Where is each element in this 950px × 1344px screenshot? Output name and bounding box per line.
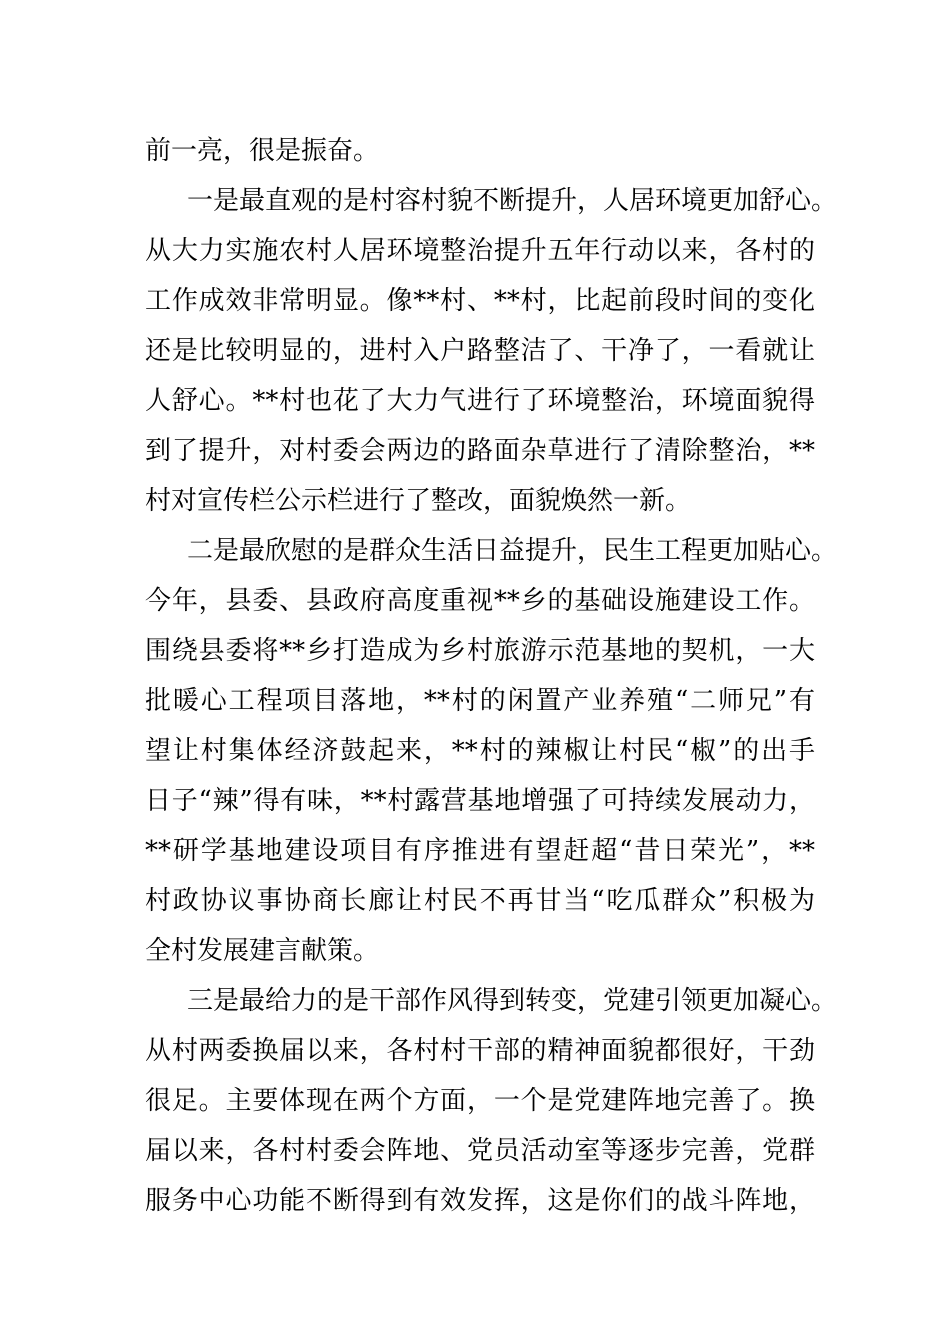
text-line: 全村发展建言献策。 [145,936,380,966]
text-line: 二是最欣慰的是群众生活日益提升，民生工程更加贴心。 [187,536,838,566]
text-line: 望让村集体经济鼓起来，**村的辣椒让村民“椒”的出手 [145,736,815,766]
text-line: 围绕县委将**乡打造成为乡村旅游示范基地的契机，一大 [145,636,815,666]
text-line: 很足。主要体现在两个方面，一个是党建阵地完善了。换 [145,1086,815,1116]
text-line: 届以来，各村村委会阵地、党员活动室等逐步完善，党群 [145,1136,815,1166]
text-line: 从大力实施农村人居环境整治提升五年行动以来，各村的 [145,236,815,266]
text-line: 工作成效非常明显。像**村、**村，比起前段时间的变化 [145,286,815,316]
text-line: 从村两委换届以来，各村村干部的精神面貌都很好，干劲 [145,1036,815,1066]
text-line: 前一亮，很是振奋。 [145,136,380,166]
body-text [145,126,838,1226]
text-line: 三是最给力的是干部作风得到转变，党建引领更加凝心。 [187,986,838,1016]
text-line: 一是最直观的是村容村貌不断提升，人居环境更加舒心。 [187,186,838,216]
text-line: **研学基地建设项目有序推进有望赶超“昔日荣光”，** [145,836,815,866]
text-line: 村对宣传栏公示栏进行了整改，面貌焕然一新。 [145,486,692,516]
text-line: 到了提升，对村委会两边的路面杂草进行了清除整治，** [145,436,815,466]
text-line: 还是比较明显的，进村入户路整洁了、干净了，一看就让 [145,336,815,366]
text-line: 人舒心。**村也花了大力气进行了环境整治，环境面貌得 [145,386,815,416]
text-line: 批暖心工程项目落地，**村的闲置产业养殖“二师兄”有 [145,686,815,716]
text-line: 日子“辣”得有味，**村露营基地增强了可持续发展动力， [145,786,815,816]
text-line: 今年，县委、县政府高度重视**乡的基础设施建设工作。 [145,586,815,616]
text-line: 村政协议事协商长廊让村民不再甘当“吃瓜群众”积极为 [145,886,815,916]
text-line: 服务中心功能不断得到有效发挥，这是你们的战斗阵地， [145,1186,815,1216]
